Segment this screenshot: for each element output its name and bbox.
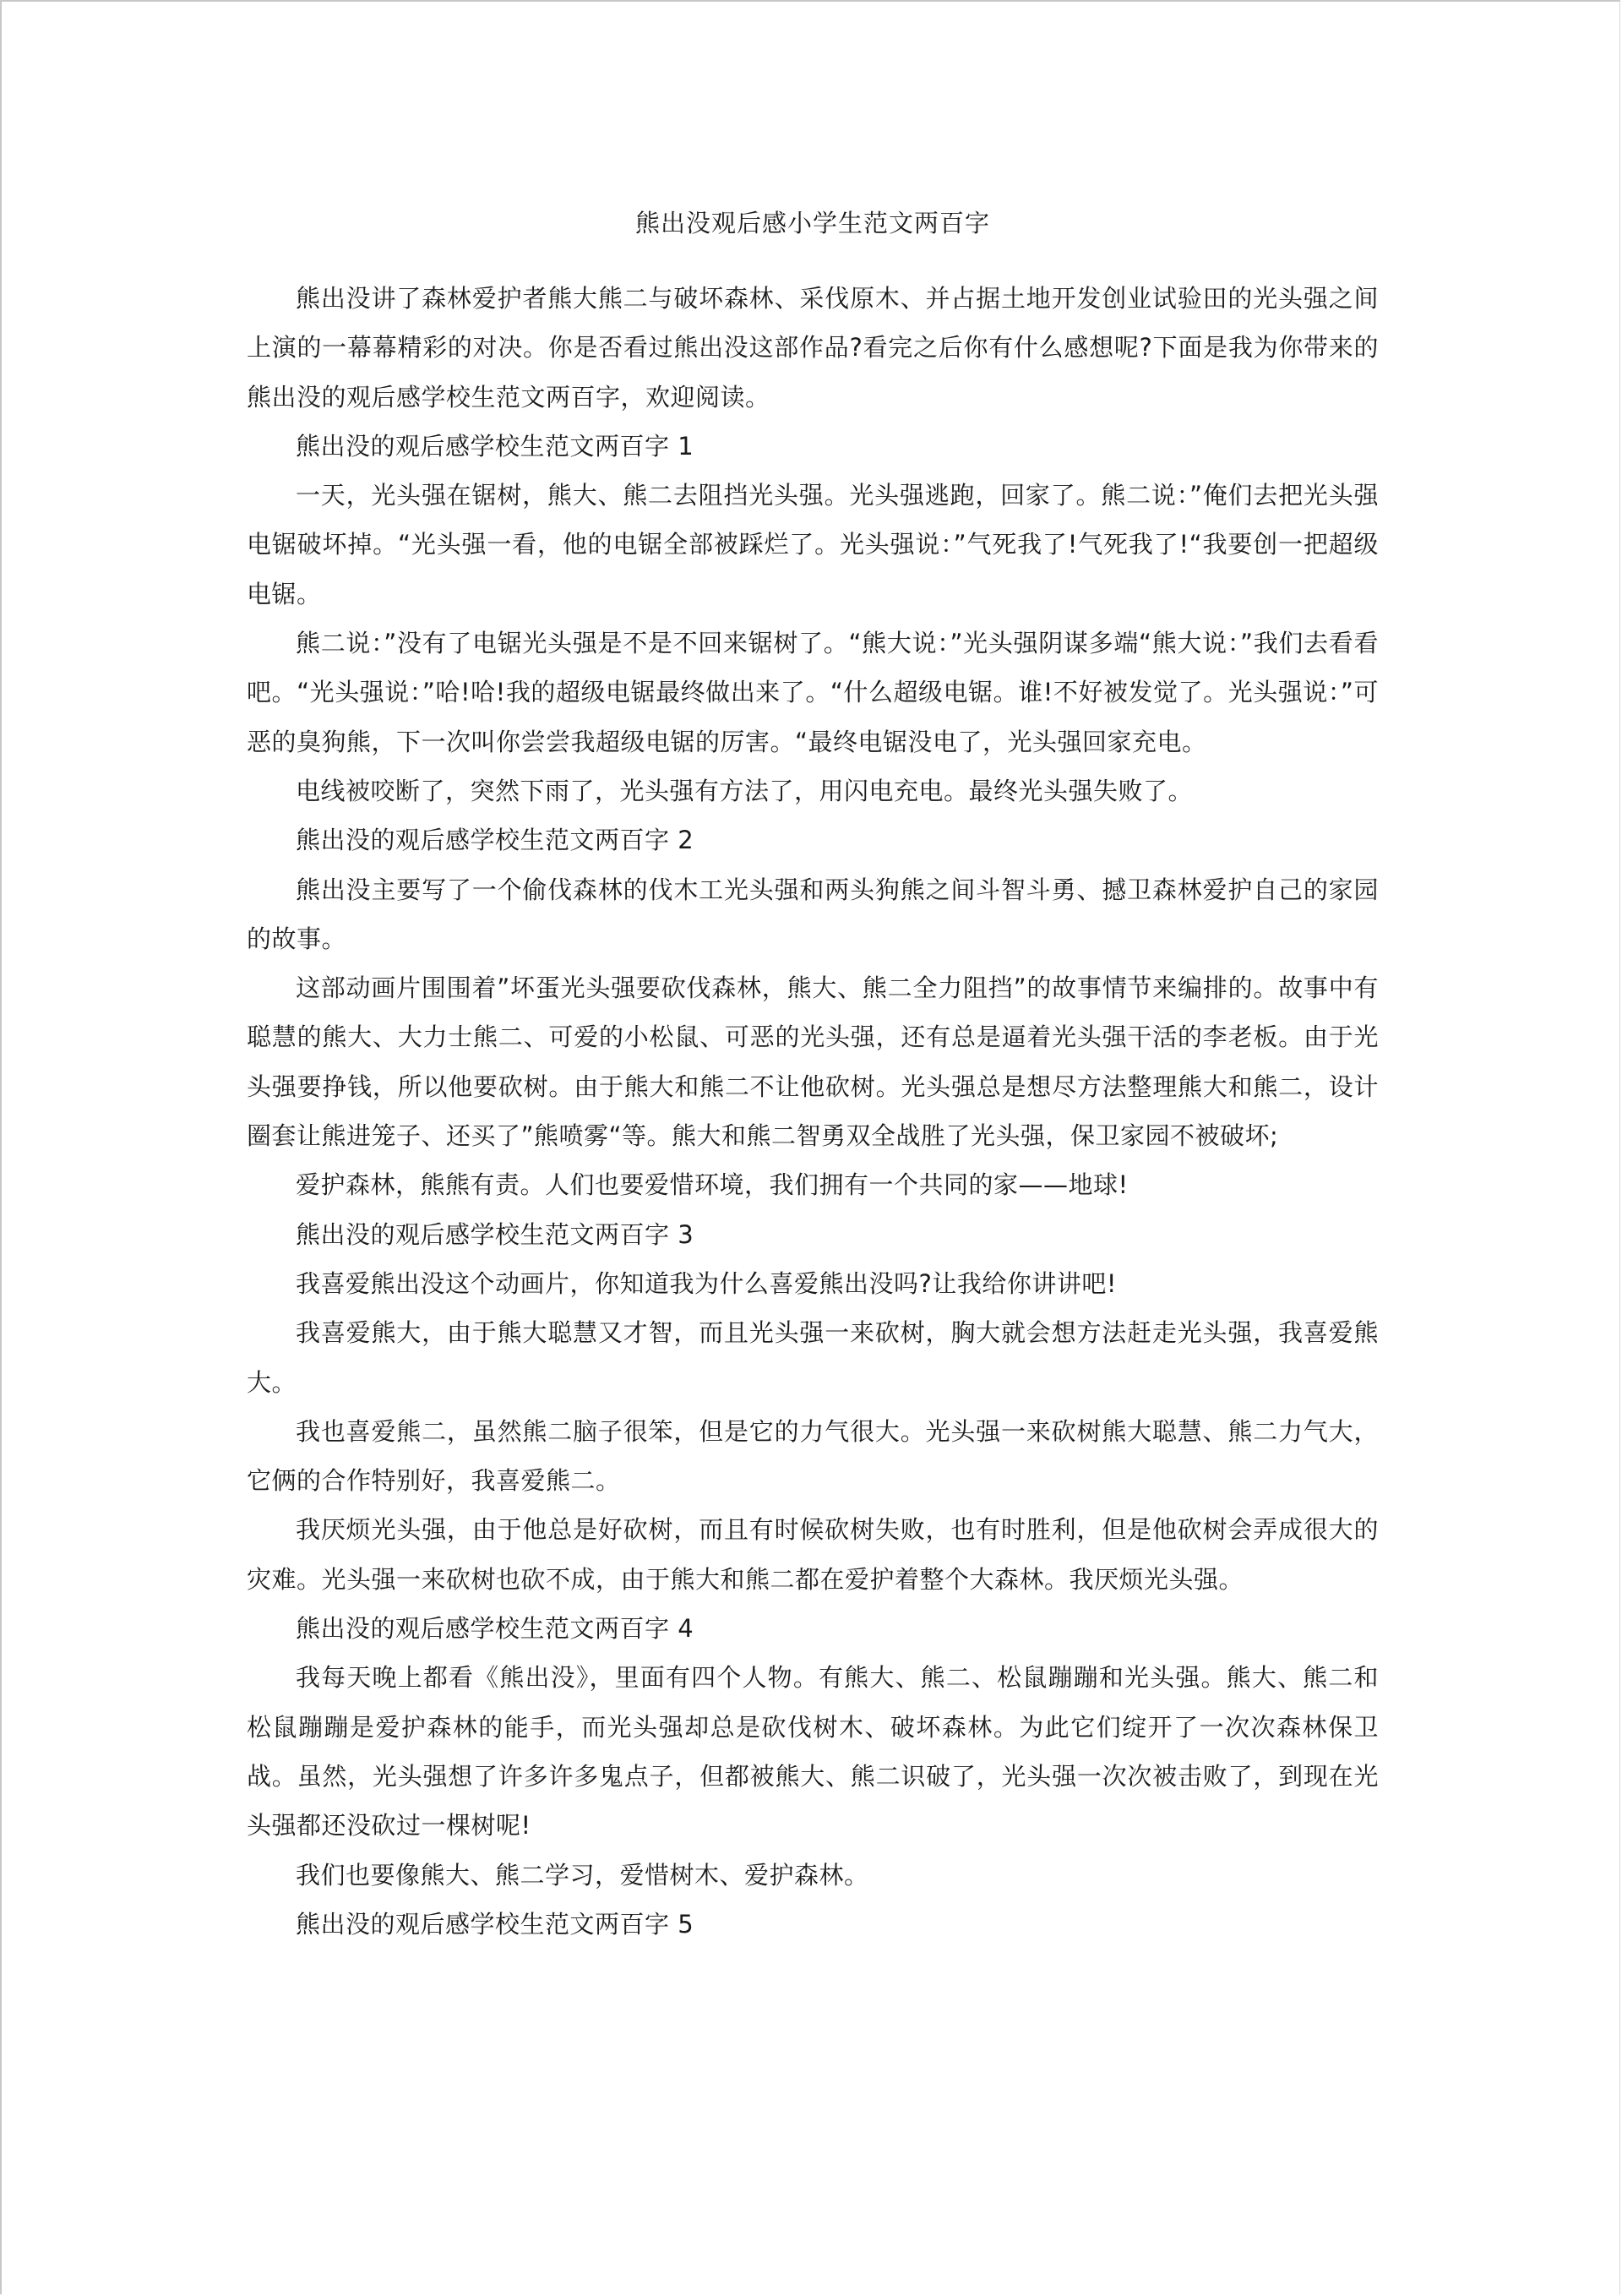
section-heading-4: 熊出没的观后感学校生范文两百字 4 xyxy=(296,1614,694,1644)
section-heading-2: 熊出没的观后感学校生范文两百字 2 xyxy=(296,826,694,855)
paragraph: 熊出没主要写了一个偷伐森林的伐木工光头强和两头狗熊之间斗智斗勇、撼卫森林爱护自己的家园的故事。 xyxy=(247,875,1379,953)
paragraph: 熊二说：”没有了电锯光头强是不是不回来锯树了。“熊大说：”光头强阴谋多端“熊大说：”我们去看看吧。“光头强说：”哈!哈!我的超级电锯最终做出来了。“什么超级电锯。谁!不好被发觉了。光头强说：”可恶的臭狗熊，下一次叫你尝尝我超级电锯的厉害。“最终电锯没电了，光头强回家充电。 xyxy=(247,629,1379,756)
paragraph: 爱护森林，熊熊有责。人们也要爱惜环境，我们拥有一个共同的家——地球! xyxy=(296,1170,1129,1200)
section-heading-1: 熊出没的观后感学校生范文两百字 1 xyxy=(296,431,694,461)
intro-paragraph: 熊出没讲了森林爱护者熊大熊二与破坏森林、采伐原木、并占据土地开发创业试验田的光头强之间上演的一幕幕精彩的对决。你是否看过熊出没这部作品?看完之后你有什么感想呢?下面是我为你带来的熊出没的观后感学校生范文两百字，欢迎阅读。 xyxy=(247,284,1379,412)
paragraph: 这部动画片围围着”坏蛋光头强要砍伐森林，熊大、熊二全力阻挡”的故事情节来编排的。故事中有聪慧的熊大、大力士熊二、可爱的小松鼠、可恶的光头强，还有总是逼着光头强干活的李老板。由于光头强要挣钱，所以他要砍树。由于熊大和熊二不让他砍树。光头强总是想尽方法整理熊大和熊二，设计圈套让熊进笼子、还买了”熊喷雾“等。熊大和熊二智勇双全战胜了光头强，保卫家园不被破坏; xyxy=(247,973,1379,1151)
section-heading-5: 熊出没的观后感学校生范文两百字 5 xyxy=(296,1909,694,1939)
paragraph: 我每天晚上都看《熊出没》，里面有四个人物。有熊大、熊二、松鼠蹦蹦和光头强。熊大、熊二和松鼠蹦蹦是爱护森林的能手，而光头强却总是砍伐树木、破坏森林。为此它们绽开了一次次森林保卫战。虽然，光头强想了许多许多鬼点子，但都被熊大、熊二识破了，光头强一次次被击败了，到现在光头强都还没砍过一棵树呢! xyxy=(247,1663,1379,1841)
paragraph: 我们也要像熊大、熊二学习，爱惜树木、爱护森林。 xyxy=(296,1860,869,1890)
document-body xyxy=(247,274,1379,1949)
paragraph: 电线被咬断了，突然下雨了，光头强有方法了，用闪电充电。最终光头强失败了。 xyxy=(296,776,1194,805)
paragraph: 我厌烦光头强，由于他总是好砍树，而且有时候砍树失败，也有时胜利，但是他砍树会弄成很大的灾难。光头强一来砍树也砍不成，由于熊大和熊二都在爱护着整个大森林。我厌烦光头强。 xyxy=(247,1515,1379,1594)
paragraph: 我喜爱熊出没这个动画片，你知道我为什么喜爱熊出没吗?让我给你讲讲吧! xyxy=(296,1268,1118,1298)
paragraph: 我也喜爱熊二，虽然熊二脑子很笨，但是它的力气很大。光头强一来砍树熊大聪慧、熊二力气大，它俩的合作特别好，我喜爱熊二。 xyxy=(247,1416,1379,1496)
document-title: 熊出没观后感小学生范文两百字 xyxy=(634,209,990,237)
paragraph: 一天，光头强在锯树，熊大、熊二去阻挡光头强。光头强逃跑，回家了。熊二说：”俺们去把光头强电锯破坏掉。“光头强一看，他的电锯全部被踩烂了。光头强说：”气死我了!气死我了!“我要创一把超级电锯。 xyxy=(247,481,1379,608)
paragraph: 我喜爱熊大，由于熊大聪慧又才智，而且光头强一来砍树，胸大就会想方法赶走光头强，我喜爱熊大。 xyxy=(247,1318,1379,1397)
section-heading-3: 熊出没的观后感学校生范文两百字 3 xyxy=(296,1219,694,1249)
